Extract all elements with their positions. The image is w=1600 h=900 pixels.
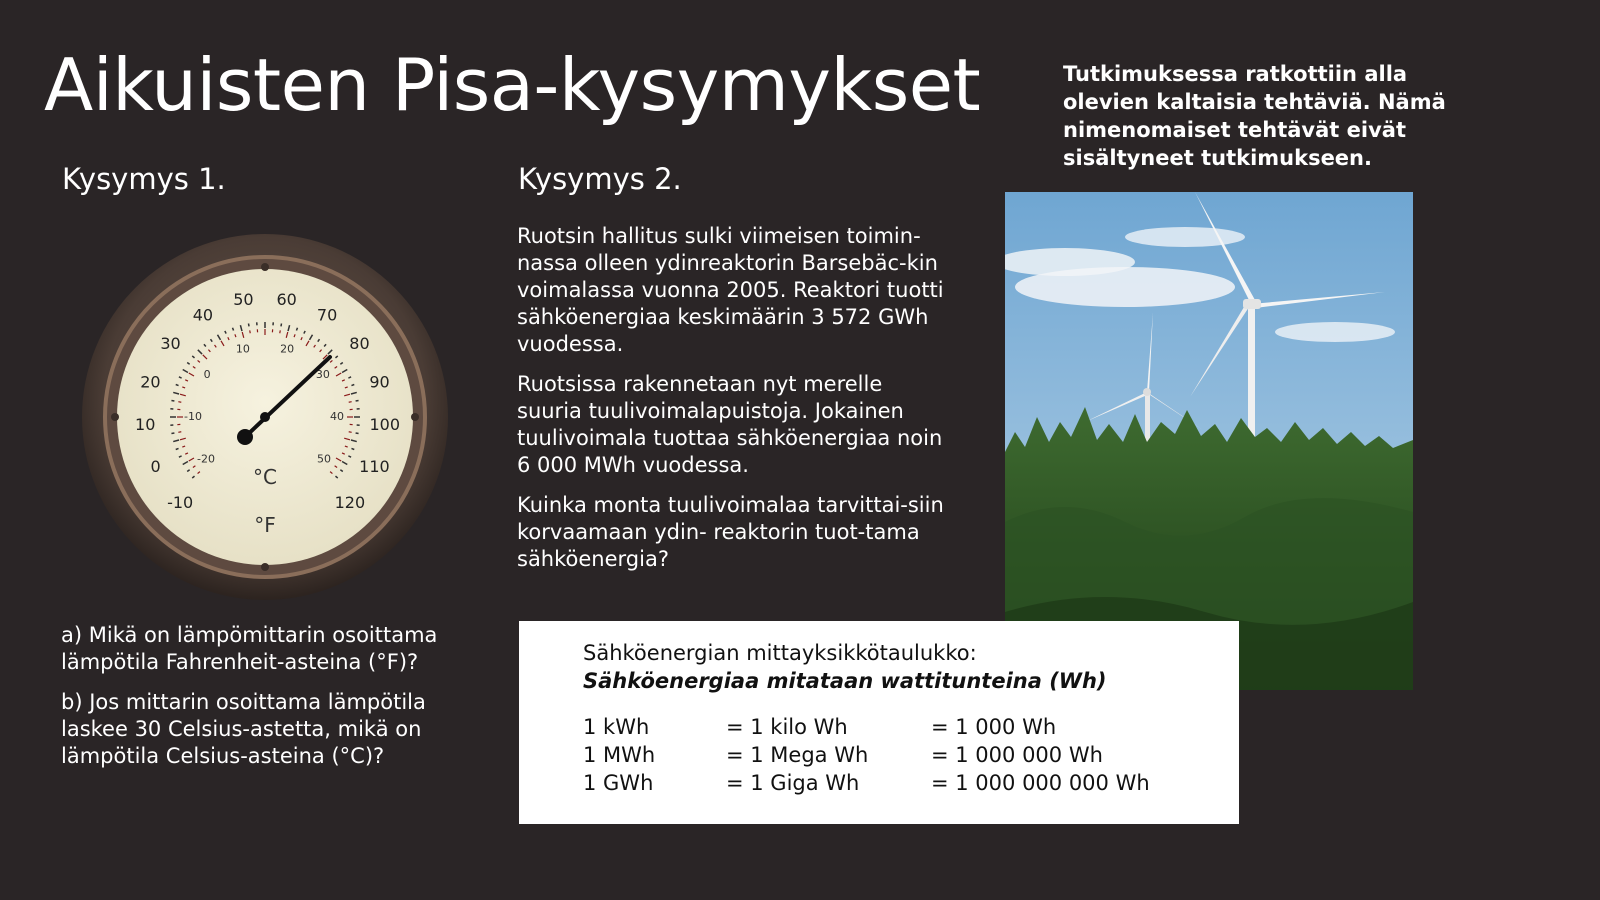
table-cell: 1 kWh <box>583 715 650 739</box>
scale-tick <box>356 433 359 434</box>
question-1-heading: Kysymys 1. <box>62 162 226 196</box>
unit-table-title: Sähköenergian mittayksikkötaulukko: <box>583 641 977 665</box>
question-2-paragraph-3: Kuinka monta tuulivoimalaa tarvittai-siin korvaamaan ydin- reaktorin tuot-tama sähköenergia? <box>517 493 944 571</box>
intro-note: Tutkimuksessa ratkottiin alla olevien kaltaisia tehtäviä. Nämä nimenomaiset tehtävät eivät sisältyneet tutkimukseen. <box>1063 62 1446 170</box>
scale-tick <box>176 448 179 449</box>
scale-tick <box>171 433 174 434</box>
wind-turbine-photo <box>1005 192 1413 690</box>
fahrenheit-tick-label: 30 <box>160 333 181 353</box>
question-2-paragraph-2: Ruotsissa rakennetaan nyt merelle suuria tuulivoimalapuistoja. Jokainen tuulivoimala tuottaa sähköenergiaa noin 6 000 MWh vuodessa. <box>517 372 943 477</box>
scale-tick <box>280 330 281 333</box>
celsius-tick-label: 50 <box>316 452 331 466</box>
question-2-paragraph-1: Ruotsin hallitus sulki viimeisen toimin-nassa olleen ydinreaktorin Barsebäc-kin voimalassa vuonna 2005. Reaktori tuotti sähköenergiaa keskimäärin 3 572 GWh vuodessa. <box>517 224 944 356</box>
question-1-text <box>61 622 491 783</box>
fahrenheit-tick-label: 70 <box>316 305 338 325</box>
celsius-tick-label: 20 <box>280 342 295 356</box>
fahrenheit-tick-label: 20 <box>140 372 161 392</box>
celsius-tick-label: -10 <box>184 410 202 424</box>
celsius-tick-label: 30 <box>315 368 330 382</box>
table-cell: = 1 000 000 Wh <box>931 743 1103 767</box>
scale-tick <box>349 402 352 403</box>
fahrenheit-tick-label: 50 <box>233 289 254 309</box>
scale-tick <box>249 323 250 326</box>
table-cell: = 1 Mega Wh <box>726 743 869 767</box>
scale-tick <box>171 401 174 402</box>
fahrenheit-tick-label: 40 <box>192 305 214 325</box>
celsius-unit-label: °C <box>253 465 277 489</box>
fahrenheit-tick-label: 100 <box>369 415 401 435</box>
thermometer-image <box>80 232 450 602</box>
slide-title: Aikuisten Pisa-kysymykset <box>44 43 981 127</box>
table-cell: = 1 000 000 000 Wh <box>931 771 1150 795</box>
scale-tick <box>356 401 359 402</box>
fahrenheit-unit-label: °F <box>254 513 276 537</box>
table-cell: = 1 Giga Wh <box>726 771 860 795</box>
table-cell: 1 GWh <box>583 771 654 795</box>
question-2-heading: Kysymys 2. <box>518 162 682 196</box>
fahrenheit-tick-label: 110 <box>359 457 390 477</box>
scale-tick <box>351 385 354 386</box>
table-cell: = 1 kilo Wh <box>726 715 848 739</box>
scale-tick <box>178 432 181 433</box>
fahrenheit-tick-label: 0 <box>150 457 161 477</box>
question-1a: a) Mikä on lämpömittarin osoittama lämpötila Fahrenheit-asteina (°F)? <box>61 623 438 674</box>
scale-tick <box>250 330 251 333</box>
fahrenheit-tick-label: 80 <box>349 333 370 353</box>
scale-tick <box>176 385 179 386</box>
celsius-tick-label: -20 <box>197 452 216 466</box>
question-1b: b) Jos mittarin osoittama lämpötila laskee 30 Celsius-astetta, mikä on lämpötila Celsius-asteina (°C)? <box>61 690 426 768</box>
celsius-tick-label: 10 <box>235 342 250 356</box>
scale-tick <box>281 323 282 326</box>
celsius-tick-label: 40 <box>329 410 344 424</box>
table-cell: = 1 000 Wh <box>931 715 1057 739</box>
fahrenheit-tick-label: 90 <box>369 372 390 392</box>
celsius-tick-label: 0 <box>203 368 211 382</box>
question-2-text <box>517 223 947 586</box>
unit-table-subtitle: Sähköenergiaa mitataan wattitunteina (Wh) <box>583 669 1107 693</box>
fahrenheit-tick-label: 10 <box>135 415 156 435</box>
fahrenheit-tick-label: -10 <box>167 492 194 512</box>
scale-tick <box>296 328 297 331</box>
table-cell: 1 MWh <box>583 743 656 767</box>
scale-tick <box>349 432 352 433</box>
scale-tick <box>351 448 354 449</box>
scale-tick <box>178 402 181 403</box>
unit-table <box>519 621 1239 824</box>
needle-hub <box>237 429 253 445</box>
fahrenheit-tick-label: 60 <box>276 289 297 309</box>
fahrenheit-tick-label: 120 <box>334 492 366 512</box>
scale-tick <box>233 328 234 331</box>
